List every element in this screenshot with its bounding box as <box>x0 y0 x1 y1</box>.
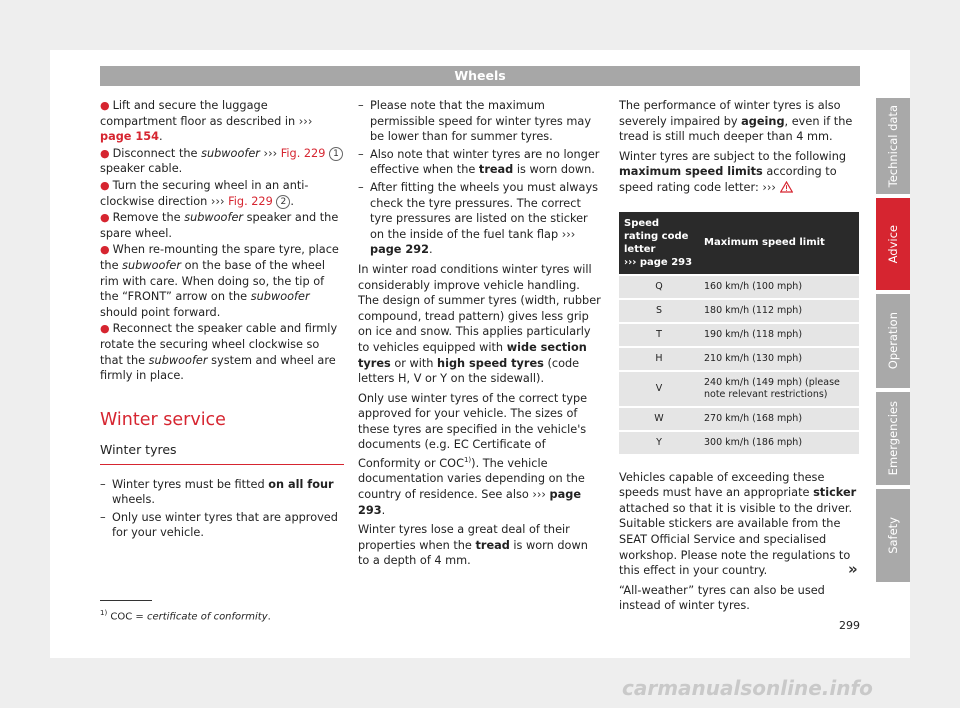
table-row <box>619 324 859 346</box>
speed-code-cell: H <box>619 348 699 370</box>
table-row <box>619 408 859 430</box>
watermark: carmanualsonline.info <box>622 676 873 700</box>
bullet-item: ● Reconnect the speaker cable and firmly rotate the securing wheel clockwise so that the subwoofer system and wheel are firmly in place. <box>100 322 338 383</box>
section-heading: Winter service <box>100 409 226 430</box>
speed-limit-cell: 270 km/h (168 mph) <box>699 408 859 430</box>
dash-item: – Please note that the maximum permissible speed for winter tyres may be lower than for summer tyres. <box>358 99 592 144</box>
speed-code-cell: V <box>619 372 699 406</box>
speed-code-cell: Y <box>619 432 699 454</box>
callout-number: 2 <box>276 195 290 209</box>
table-row <box>619 372 859 406</box>
arrow-icon: ››› <box>263 146 281 160</box>
arrow-icon: ››› <box>532 488 550 502</box>
speed-limit-table <box>619 210 859 456</box>
paragraph: “All-weather” tyres can also be used instead of winter tyres. <box>619 583 825 613</box>
column-2 <box>358 98 602 573</box>
tab-operation[interactable]: Operation <box>876 294 910 388</box>
paragraph: Winter tyres are subject to the following maximum speed limits according to speed rating code letter: ››› <box>619 149 862 198</box>
dash-item: – Also note that winter tyres are no longer effective when the tread is worn down. <box>358 147 600 177</box>
speed-code-cell: T <box>619 324 699 346</box>
dash-item: – Winter tyres must be fitted on all four wheels. <box>100 477 334 507</box>
arrow-icon: ››› <box>298 114 313 128</box>
arrow-icon: ››› <box>561 227 576 241</box>
arrow-icon: ››› <box>210 194 229 208</box>
paragraph: In winter road conditions winter tyres will considerably improve vehicle handling. The design of summer tyres (width, rubber compound, tread pattern) gives less grip on ice and snow. This applies particularly to vehicles equipped with wide section tyres or with high speed tyres (code letters H, V or Y on the sidewall). <box>358 262 601 386</box>
continue-arrow-icon: » <box>848 560 858 578</box>
page-link[interactable]: page 293 <box>358 488 582 517</box>
tab-technical-data[interactable]: Technical data <box>876 98 910 194</box>
table-row <box>619 348 859 370</box>
bullet-item: ● Disconnect the subwoofer ››› Fig. 229 1 speaker cable. <box>100 146 344 177</box>
table-header-limit: Maximum speed limit <box>699 212 859 274</box>
column-3 <box>619 98 862 618</box>
bullet-icon: ● <box>100 146 110 160</box>
tab-advice[interactable]: Advice <box>876 198 910 290</box>
tab-emergencies[interactable]: Emergencies <box>876 392 910 485</box>
paragraph: The performance of winter tyres is also severely impaired by ageing, even if the tread is still much deeper than 4 mm. <box>619 99 853 144</box>
page-number: 299 <box>839 619 860 632</box>
figure-link[interactable]: Fig. 229 <box>228 194 273 208</box>
bullet-icon: ● <box>100 178 110 192</box>
table-row <box>619 300 859 322</box>
speed-limit-cell: 160 km/h (100 mph) <box>699 276 859 298</box>
callout-number: 1 <box>329 147 343 161</box>
paragraph: Vehicles capable of exceeding these speeds must have an appropriate sticker attached so that it is visible to the driver. Suitable stickers are available from the SEAT Official Service and specialised workshop. Please note the regulations to this effect in your country. <box>619 470 857 578</box>
table-body <box>619 276 859 454</box>
bullet-item: ● Lift and secure the luggage compartment floor as described in ››› page 154. <box>100 99 313 144</box>
speed-limit-cell: 180 km/h (112 mph) <box>699 300 859 322</box>
speed-limit-cell: 210 km/h (130 mph) <box>699 348 859 370</box>
speed-limit-cell: 240 km/h (149 mph) (please note relevant restrictions) <box>699 372 859 406</box>
column-1 <box>100 98 344 543</box>
arrow-icon: ››› <box>624 256 640 268</box>
bullet-item: ● Turn the securing wheel in an anti-clockwise direction ››› Fig. 229 2 . <box>100 178 309 208</box>
footnote-divider <box>100 600 152 601</box>
paragraph: Winter tyres lose a great deal of their properties when the tread is worn down to a depth of 4 mm. <box>358 523 588 568</box>
bullet-icon: ● <box>100 322 110 336</box>
page-link[interactable]: page 292 <box>370 243 429 257</box>
bullet-icon: ● <box>100 211 110 225</box>
subheading: Winter tyres <box>100 442 344 465</box>
table-row <box>619 276 859 298</box>
footnote-marker: 1) <box>463 456 472 465</box>
warning-triangle-icon[interactable] <box>780 181 793 198</box>
bullet-icon: ● <box>100 243 110 257</box>
figure-link[interactable]: Fig. 229 <box>280 146 326 160</box>
page-link[interactable]: page 154 <box>100 130 159 144</box>
speed-code-cell: S <box>619 300 699 322</box>
bullet-icon: ● <box>100 99 110 112</box>
page-link[interactable]: page 293 <box>639 256 693 268</box>
section-header: Wheels <box>100 66 860 86</box>
paragraph: Only use winter tyres of the correct type approved for your vehicle. The sizes of these tyres are specified in the vehicle's documents (e.g. EC Certificate of Conformity or COC$^{1)}$). The vehicle documentation varies depending on the country of residence. See also ››› page 293. <box>358 391 588 517</box>
speed-limit-cell: 300 km/h (186 mph) <box>699 432 859 454</box>
arrow-icon: ››› <box>762 180 780 194</box>
bullet-item: ● When re-mounting the spare tyre, place the subwoofer on the base of the wheel rim with care. When doing so, the tip of the “FRONT” arrow on the subwoofer should point forward. <box>100 243 339 319</box>
bullet-item: ● Remove the subwoofer speaker and the spare wheel. <box>100 211 339 240</box>
footnote: $^{1)}$ COC = certificate of conformity. <box>100 609 271 623</box>
table-row <box>619 432 859 454</box>
tab-safety[interactable]: Safety <box>876 489 910 582</box>
speed-code-cell: W <box>619 408 699 430</box>
speed-limit-cell: 190 km/h (118 mph) <box>699 324 859 346</box>
table-header-code: Speed rating code letter ››› page 293 <box>619 212 699 274</box>
dash-item: – After fitting the wheels you must always check the tyre pressures. The correct tyre pressures are listed on the sticker on the inside of the fuel tank flap ››› page 292. <box>358 180 599 257</box>
speed-code-cell: Q <box>619 276 699 298</box>
dash-item: – Only use winter tyres that are approved for your vehicle. <box>100 510 338 540</box>
